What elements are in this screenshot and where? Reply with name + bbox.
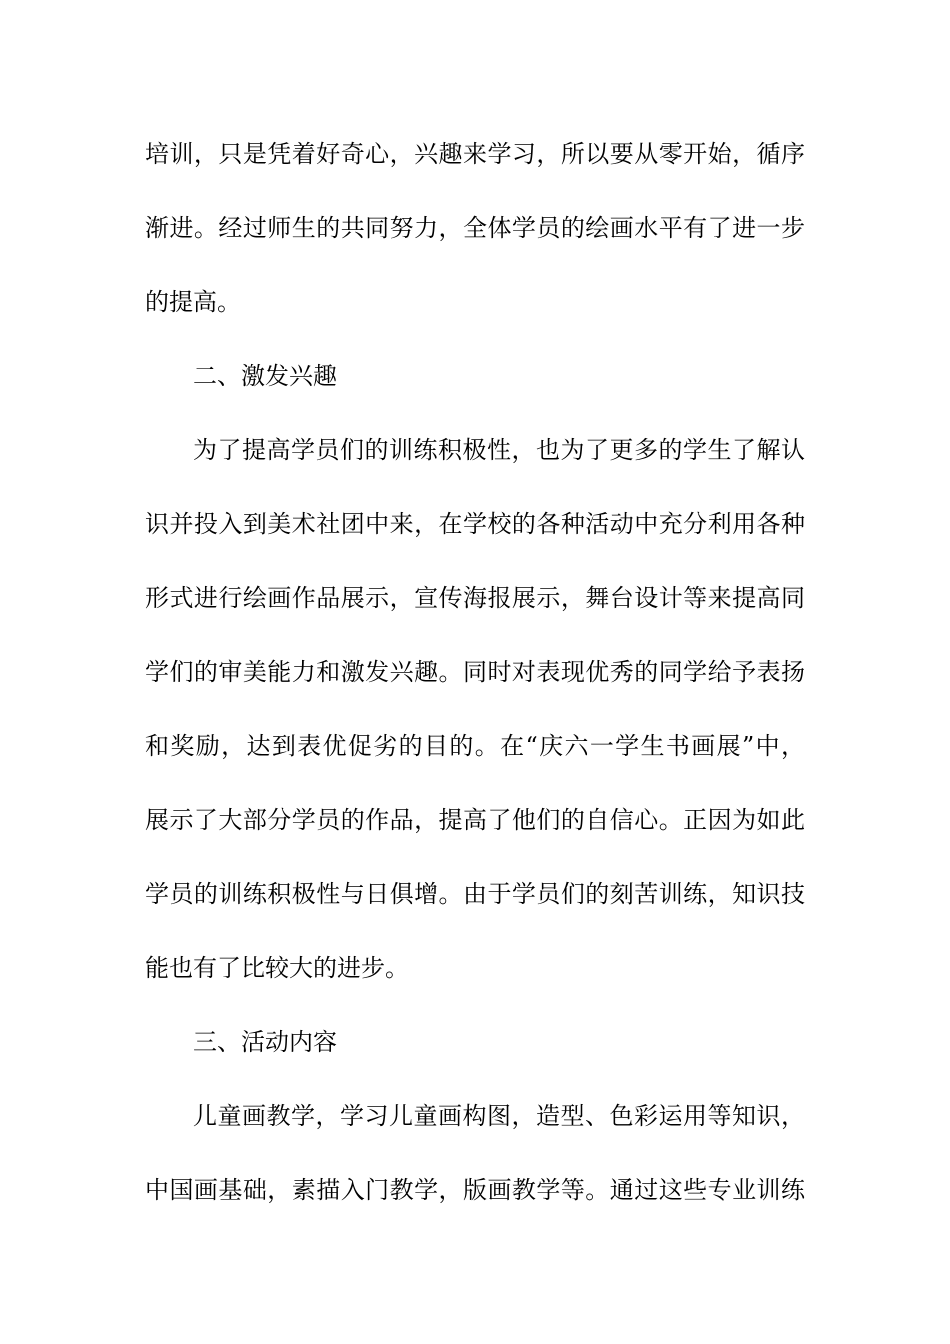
paragraph-line: 能也有了比较大的进步。 — [145, 954, 409, 982]
paragraph-line: 儿童画教学，学习儿童画构图，造型、色彩运用等知识， — [193, 1102, 805, 1130]
section-heading: 二、激发兴趣 — [193, 362, 337, 390]
paragraph-line: 和奖励，达到表优促劣的目的。在“庆六一学生书画展”中， — [145, 732, 805, 760]
paragraph-line: 渐进。经过师生的共同努力，全体学员的绘画水平有了进一步 — [145, 214, 805, 242]
paragraph-line: 学们的审美能力和激发兴趣。同时对表现优秀的同学给予表扬 — [145, 658, 805, 686]
section-heading: 三、活动内容 — [193, 1028, 337, 1056]
paragraph-line: 学员的训练积极性与日俱增。由于学员们的刻苦训练，知识技 — [145, 880, 805, 908]
paragraph-line: 为了提高学员们的训练积极性，也为了更多的学生了解认 — [193, 436, 805, 464]
paragraph-line: 的提高。 — [145, 288, 241, 316]
paragraph-line: 中国画基础，素描入门教学，版画教学等。通过这些专业训练 — [145, 1176, 805, 1204]
paragraph-line: 培训，只是凭着好奇心，兴趣来学习，所以要从零开始，循序 — [145, 140, 805, 168]
paragraph-line: 形式进行绘画作品展示，宣传海报展示，舞台设计等来提高同 — [145, 584, 805, 612]
paragraph-line: 识并投入到美术社团中来，在学校的各种活动中充分利用各种 — [145, 510, 805, 538]
paragraph-line: 展示了大部分学员的作品，提高了他们的自信心。正因为如此 — [145, 806, 805, 834]
